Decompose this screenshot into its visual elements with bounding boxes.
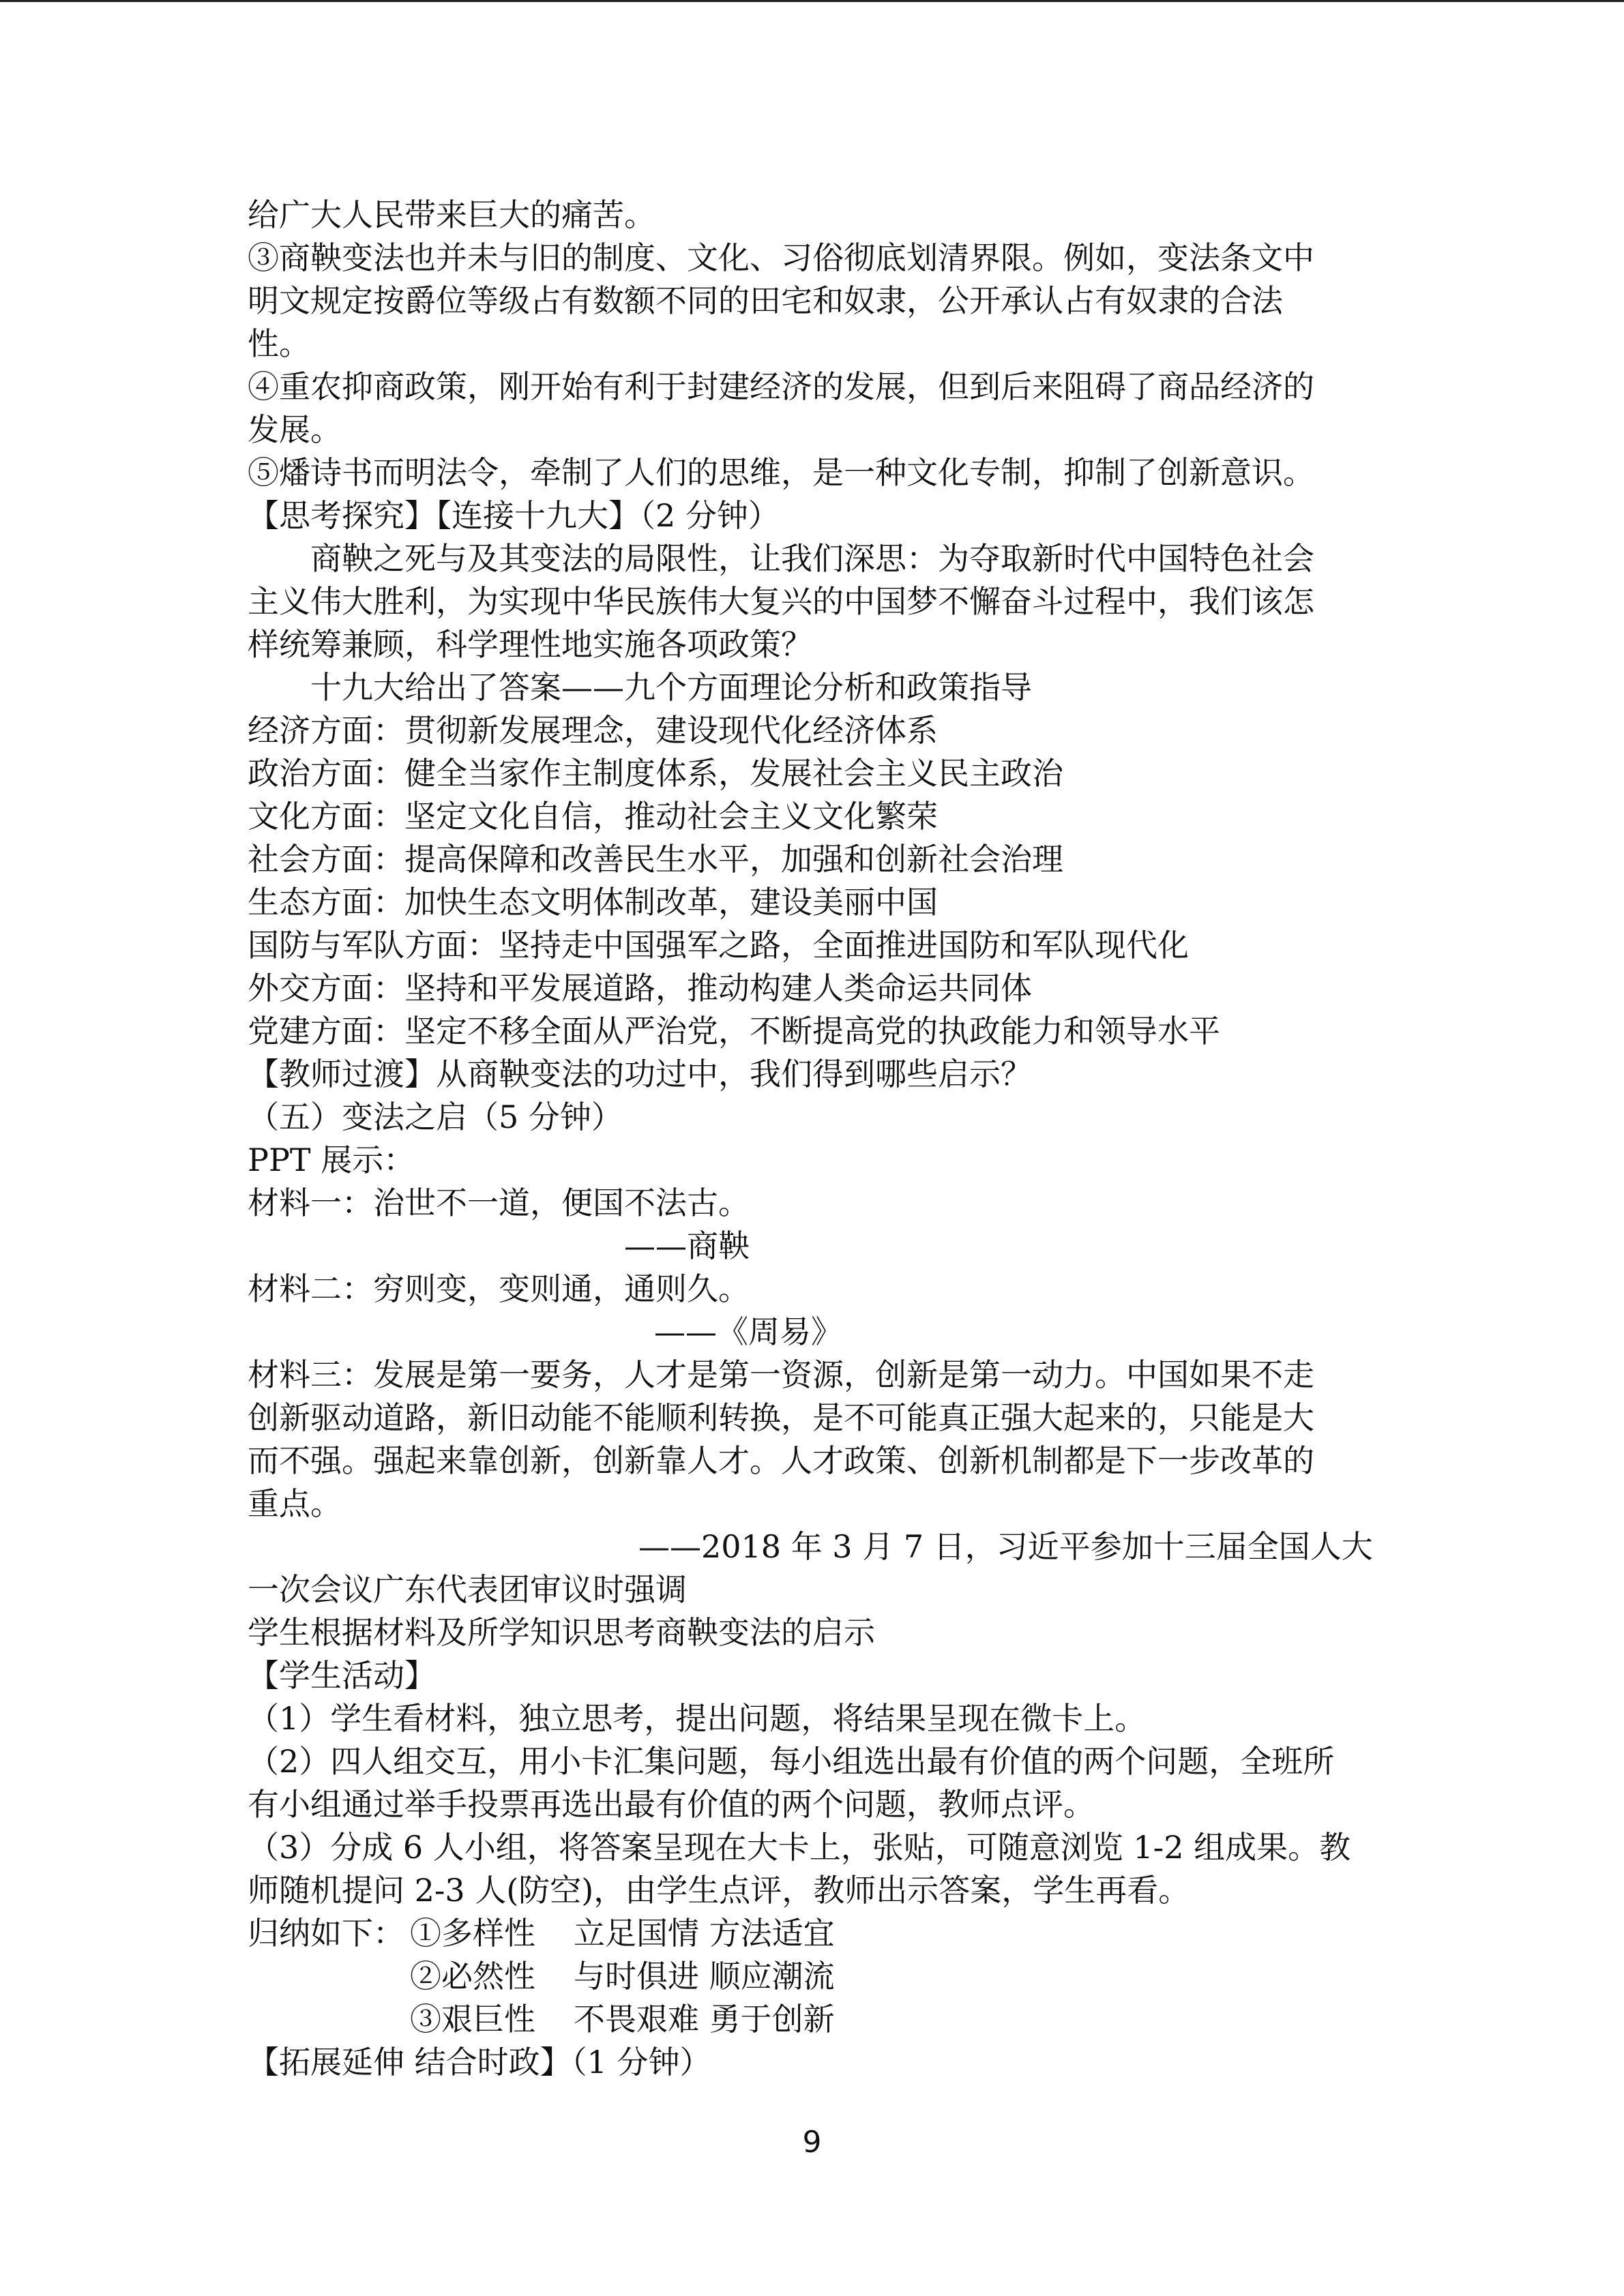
- summary-row: [248, 1955, 1387, 1998]
- list-item: （3）分成 6 人小组，将答案呈现在大卡上，张贴，可随意浏览 1-2 组成果。教: [248, 1829, 1351, 1866]
- list-item: 外交方面：坚持和平发展道路，推动构建人类命运共同体: [248, 970, 1032, 1007]
- section-heading: 【拓展延伸 结合时政】（1 分钟）: [248, 2044, 711, 2081]
- quote-attribution: ——2018 年 3 月 7 日，习近平参加十三届全国人大: [638, 1528, 1373, 1565]
- section-heading: 【学生活动】: [248, 1657, 436, 1694]
- quote-attribution: ——《周易》: [654, 1313, 842, 1350]
- quote-attribution: 一次会议广东代表团审议时强调: [248, 1571, 687, 1608]
- quote-line: 材料三：发展是第一要务，人才是第一资源，创新是第一动力。中国如果不走: [248, 1356, 1314, 1393]
- quote-attribution: ——商鞅: [624, 1227, 750, 1264]
- summary-row: [248, 1998, 1387, 2041]
- list-item: （1）学生看材料，独立思考，提出问题，将结果呈现在微卡上。: [248, 1700, 1147, 1737]
- quote-line: 重点。: [248, 1485, 342, 1522]
- section-heading: 【思考探究】【连接十九大】（2 分钟）: [248, 497, 780, 534]
- list-item: 政治方面：健全当家作主制度体系，发展社会主义民主政治: [248, 755, 1063, 792]
- list-item: 社会方面：提高保障和改善民生水平，加强和创新社会治理: [248, 841, 1063, 878]
- list-item: 党建方面：坚定不移全面从严治党，不断提高党的执政能力和领导水平: [248, 1013, 1220, 1049]
- list-item: 文化方面：坚定文化自信，推动社会主义文化繁荣: [248, 798, 938, 835]
- list-item: 师随机提问 2-3 人(防空)，由学生点评，教师出示答案，学生再看。: [248, 1872, 1190, 1909]
- summary-row: [248, 1912, 1387, 1955]
- summary-term: ①多样性: [410, 1915, 535, 1952]
- quote-line: 材料二：穷则变，变则通，通则久。: [248, 1270, 750, 1307]
- section-heading: （五）变法之启（5 分钟）: [248, 1099, 623, 1135]
- list-item: 经济方面：贯彻新发展理念，建设现代化经济体系: [248, 712, 938, 749]
- list-item: （2）四人组交互，用小卡汇集问题，每小组选出最有价值的两个问题，全班所: [248, 1743, 1335, 1780]
- paragraph-line: ⑤燔诗书而明法令，牵制了人们的思维，是一种文化专制，抑制了创新意识。: [248, 454, 1314, 491]
- summary-label: 归纳如下：: [248, 1915, 404, 1952]
- paragraph-line: 商鞅之死与及其变法的局限性，让我们深思：为夺取新时代中国特色社会: [310, 540, 1314, 577]
- list-item: 生态方面：加快生态文明体制改革，建设美丽中国: [248, 884, 938, 921]
- paragraph-line: 学生根据材料及所学知识思考商鞅变法的启示: [248, 1614, 875, 1651]
- page-number: 9: [802, 2125, 822, 2160]
- paragraph-line: 十九大给出了答案——九个方面理论分析和政策指导: [310, 669, 1032, 706]
- section-heading: 【教师过渡】从商鞅变法的功过中，我们得到哪些启示？: [248, 1056, 1032, 1092]
- paragraph-line: ④重农抑商政策，刚开始有利于封建经济的发展，但到后来阻碍了商品经济的: [248, 368, 1314, 405]
- list-item: 有小组通过举手投票再选出最有价值的两个问题，教师点评。: [248, 1786, 1095, 1823]
- paragraph-line: 明文规定按爵位等级占有数额不同的田宅和奴隶，公开承认占有奴隶的合法: [248, 282, 1283, 319]
- paragraph-line: 样统筹兼顾，科学理性地实施各项政策？: [248, 626, 812, 663]
- paragraph-line: 主义伟大胜利，为实现中华民族伟大复兴的中国梦不懈奋斗过程中，我们该怎: [248, 583, 1314, 620]
- summary-term: ③艰巨性: [410, 2001, 535, 2038]
- document-body: [248, 194, 1387, 2084]
- summary-desc: 立足国情 方法适宜: [574, 1915, 835, 1952]
- paragraph-line: 性。: [248, 325, 310, 362]
- quote-line: 材料一：治世不一道，便国不法古。: [248, 1184, 750, 1221]
- quote-line: 创新驱动道路，新旧动能不能顺利转换，是不可能真正强大起来的，只能是大: [248, 1399, 1314, 1436]
- summary-desc: 不畏艰难 勇于创新: [574, 2001, 835, 2038]
- paragraph-line: PPT 展示：: [248, 1142, 415, 1178]
- summary-term: ②必然性: [410, 1958, 535, 1995]
- paragraph-line: 给广大人民带来巨大的痛苦。: [248, 196, 655, 233]
- summary-desc: 与时俱进 顺应潮流: [574, 1958, 835, 1995]
- page-top-border: [0, 0, 1624, 2]
- quote-line: 而不强。强起来靠创新，创新靠人才。人才政策、创新机制都是下一步改革的: [248, 1442, 1314, 1479]
- paragraph-line: 发展。: [248, 411, 342, 448]
- paragraph-line: ③商鞅变法也并未与旧的制度、文化、习俗彻底划清界限。例如，变法条文中: [248, 239, 1314, 276]
- list-item: 国防与军队方面：坚持走中国强军之路，全面推进国防和军队现代化: [248, 927, 1189, 964]
